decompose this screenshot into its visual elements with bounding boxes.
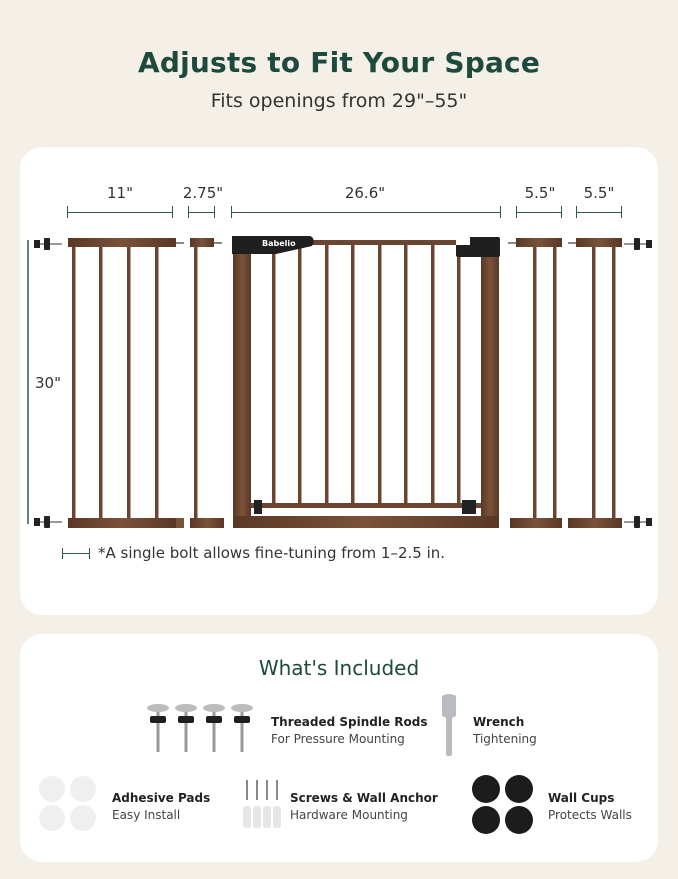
left-spindle-top [34, 238, 62, 250]
height-label: 30" [35, 374, 61, 392]
ext2-width-label: 2.75" [182, 184, 224, 202]
item-desc-wrench: Tightening [473, 732, 537, 746]
main-gate [232, 236, 500, 528]
whats-included-title: What's Included [258, 656, 420, 680]
extension-11 [68, 238, 184, 528]
right-spindle-bottom [624, 516, 652, 528]
item-name-wall-cups: Wall Cups [548, 791, 615, 805]
fine-tuning-note: *A single bolt allows fine-tuning from 1–2.5 in. [98, 544, 446, 562]
gate-brand-label: Babelio [262, 239, 296, 248]
item-name-spindle-rods: Threaded Spindle Rods [271, 715, 428, 729]
item-desc-wall-cups: Protects Walls [548, 808, 632, 822]
item-desc-spindle-rods: For Pressure Mounting [271, 732, 405, 746]
page-title: Adjusts to Fit Your Space [137, 46, 541, 79]
item-name-screws: Screws & Wall Anchor [290, 791, 438, 805]
extension-5-5-b [568, 238, 622, 528]
item-desc-screws: Hardware Mounting [290, 808, 408, 822]
page-subtitle: Fits openings from 29"–55" [210, 90, 468, 112]
gate-width-label: 26.6" [344, 184, 386, 202]
ext3-width-label: 5.5" [524, 184, 556, 202]
right-spindle-top [624, 238, 652, 250]
left-spindle-bottom [34, 516, 62, 528]
item-name-adhesive-pads: Adhesive Pads [112, 791, 211, 805]
ext1-width-label: 11" [107, 184, 133, 202]
ext4-width-label: 5.5" [583, 184, 615, 202]
item-name-wrench: Wrench [473, 715, 525, 729]
extension-5-5-a [508, 238, 562, 528]
item-desc-adhesive-pads: Easy Install [112, 808, 181, 822]
extension-2-75 [190, 238, 224, 528]
note-dimension-marker [62, 553, 90, 554]
